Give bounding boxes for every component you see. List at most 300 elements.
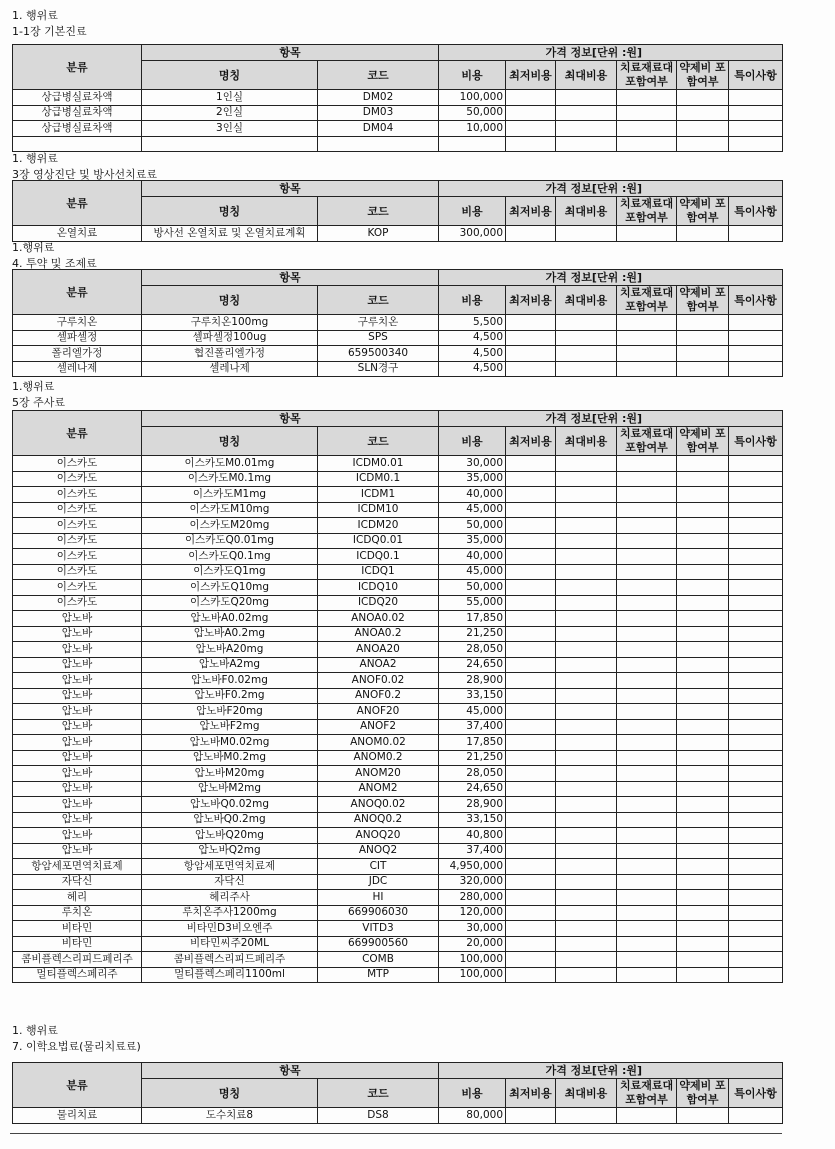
cell-group: 이스카도 [13, 502, 142, 518]
cell-cost: 20,000 [439, 936, 506, 952]
header-max-cost: 최대비용 [556, 61, 617, 90]
fee-table [12, 44, 783, 152]
cell-min-cost [506, 136, 556, 152]
cell-group: 압노바 [13, 642, 142, 658]
cell-group: 이스카도 [13, 533, 142, 549]
table-row [13, 750, 783, 766]
cell-drug-included [677, 859, 729, 875]
cell-drug-included [677, 121, 729, 137]
table-row [13, 936, 783, 952]
cell-max-cost [556, 843, 617, 859]
cell-drug-included [677, 781, 729, 797]
cell-min-cost [506, 502, 556, 518]
cell-name: 1인실 [142, 90, 318, 106]
cell-material-included [617, 890, 677, 906]
cell-cost: 80,000 [439, 1108, 506, 1124]
cell-code: DM02 [318, 90, 439, 106]
cell-code: 669906030 [318, 905, 439, 921]
fee-table [12, 410, 783, 983]
cell-drug-included [677, 330, 729, 346]
cell-group: 콤비플렉스리피드페리주 [13, 952, 142, 968]
cell-drug-included [677, 90, 729, 106]
cell-note [729, 719, 783, 735]
cell-name: 비타민씨주20ML [142, 936, 318, 952]
cell-group: 멀티플렉스페리주 [13, 967, 142, 983]
cell-cost: 280,000 [439, 890, 506, 906]
cell-name: 2인실 [142, 105, 318, 121]
cell-name: 자닥신 [142, 874, 318, 890]
table-row [13, 580, 783, 596]
cell-min-cost [506, 688, 556, 704]
cell-group: 셀파셀정 [13, 330, 142, 346]
cell-code: KOP [318, 226, 439, 242]
header-material-included: 치료재료대 포함여부 [617, 286, 677, 315]
cell-drug-included [677, 843, 729, 859]
cell-note [729, 812, 783, 828]
cell-max-cost [556, 226, 617, 242]
cell-material-included [617, 967, 677, 983]
header-code: 코드 [318, 1079, 439, 1108]
cell-cost: 40,000 [439, 487, 506, 503]
cell-group: 루치온 [13, 905, 142, 921]
cell-max-cost [556, 330, 617, 346]
cell-group: 압노바 [13, 828, 142, 844]
header-note: 특이사항 [729, 197, 783, 226]
header-item: 항목 [142, 1063, 439, 1079]
cell-max-cost [556, 502, 617, 518]
cell-min-cost [506, 890, 556, 906]
table-row [13, 471, 783, 487]
cell-max-cost [556, 766, 617, 782]
cell-code: ICDQ1 [318, 564, 439, 580]
cell-name: 헤리주사 [142, 890, 318, 906]
cell-cost: 21,250 [439, 626, 506, 642]
cell-note [729, 595, 783, 611]
cell-note [729, 781, 783, 797]
cell-group: 이스카도 [13, 471, 142, 487]
table-row [13, 704, 783, 720]
cell-material-included [617, 595, 677, 611]
table-row [13, 121, 783, 137]
header-group: 분류 [13, 1063, 142, 1108]
cell-name: 이스카도Q1mg [142, 564, 318, 580]
cell-code: DS8 [318, 1108, 439, 1124]
cell-material-included [617, 580, 677, 596]
cell-material-included [617, 781, 677, 797]
table-row [13, 828, 783, 844]
cell-code: ANOF20 [318, 704, 439, 720]
cell-cost: 33,150 [439, 688, 506, 704]
header-name: 명칭 [142, 1079, 318, 1108]
cell-group: 온열치료 [13, 226, 142, 242]
cell-code: ICDQ10 [318, 580, 439, 596]
cell-name: 압노바F0.02mg [142, 673, 318, 689]
cell-note [729, 105, 783, 121]
cell-cost: 30,000 [439, 456, 506, 472]
cell-code: ANOA0.2 [318, 626, 439, 642]
cell-drug-included [677, 797, 729, 813]
section-chapter: 4. 투약 및 조제료 [12, 257, 97, 270]
cell-name: 압노바A20mg [142, 642, 318, 658]
cell-drug-included [677, 936, 729, 952]
cell-cost: 35,000 [439, 471, 506, 487]
fee-table [12, 269, 783, 377]
cell-name: 이스카도Q0.1mg [142, 549, 318, 565]
cell-group: 물리치료 [13, 1108, 142, 1124]
cell-min-cost [506, 471, 556, 487]
header-drug-included: 약제비 포함여부 [677, 427, 729, 456]
header-group: 분류 [13, 411, 142, 456]
cell-drug-included [677, 136, 729, 152]
cell-code: ANOM0.2 [318, 750, 439, 766]
cell-note [729, 502, 783, 518]
cell-min-cost [506, 330, 556, 346]
cell-material-included [617, 315, 677, 331]
cell-cost: 4,500 [439, 330, 506, 346]
cell-code: COMB [318, 952, 439, 968]
cell-min-cost [506, 580, 556, 596]
cell-note [729, 750, 783, 766]
cell-drug-included [677, 874, 729, 890]
cell-cost: 50,000 [439, 580, 506, 596]
header-max-cost: 최대비용 [556, 1079, 617, 1108]
fee-table [12, 1062, 783, 1124]
table-row [13, 874, 783, 890]
cell-group: 셀레나제 [13, 361, 142, 377]
header-max-cost: 최대비용 [556, 427, 617, 456]
table-row [13, 719, 783, 735]
cell-material-included [617, 905, 677, 921]
cell-max-cost [556, 518, 617, 534]
cell-code: MTP [318, 967, 439, 983]
cell-drug-included [677, 766, 729, 782]
header-item: 항목 [142, 45, 439, 61]
cell-min-cost [506, 828, 556, 844]
table-row [13, 564, 783, 580]
cell-note [729, 797, 783, 813]
header-group: 분류 [13, 181, 142, 226]
table-row [13, 890, 783, 906]
cell-max-cost [556, 549, 617, 565]
header-name: 명칭 [142, 286, 318, 315]
table-row [13, 843, 783, 859]
cell-name: 이스카도M0.1mg [142, 471, 318, 487]
table-row [13, 315, 783, 331]
cell-material-included [617, 626, 677, 642]
cell-cost: 50,000 [439, 518, 506, 534]
cell-cost: 45,000 [439, 704, 506, 720]
cell-group: 압노바 [13, 812, 142, 828]
cell-note [729, 90, 783, 106]
header-name: 명칭 [142, 197, 318, 226]
cell-cost: 45,000 [439, 564, 506, 580]
cell-max-cost [556, 967, 617, 983]
header-group: 분류 [13, 45, 142, 90]
cell-group: 상급병실료차액 [13, 90, 142, 106]
cell-drug-included [677, 812, 729, 828]
cell-name: 콤비플렉스리피드페리주 [142, 952, 318, 968]
header-material-included: 치료재료대 포함여부 [617, 61, 677, 90]
cell-group: 압노바 [13, 766, 142, 782]
cell-material-included [617, 564, 677, 580]
cell-drug-included [677, 105, 729, 121]
cell-min-cost [506, 1108, 556, 1124]
header-price-info: 가격 정보[단위 :원] [439, 45, 783, 61]
cell-code: ANOM2 [318, 781, 439, 797]
cell-material-included [617, 797, 677, 813]
cell-code: ICDQ0.1 [318, 549, 439, 565]
cell-cost: 5,500 [439, 315, 506, 331]
cell-name: 이스카도Q10mg [142, 580, 318, 596]
cell-drug-included [677, 828, 729, 844]
cell-name: 셀레나제 [142, 361, 318, 377]
cell-group [13, 136, 142, 152]
cell-group: 자닥신 [13, 874, 142, 890]
cell-note [729, 549, 783, 565]
cell-name: 루치온주사1200mg [142, 905, 318, 921]
cell-min-cost [506, 766, 556, 782]
cell-name: 3인실 [142, 121, 318, 137]
cell-name: 셀파셀정100ug [142, 330, 318, 346]
header-price-info: 가격 정보[단위 :원] [439, 411, 783, 427]
cell-drug-included [677, 533, 729, 549]
cell-note [729, 967, 783, 983]
cell-drug-included [677, 921, 729, 937]
header-note: 특이사항 [729, 286, 783, 315]
cell-cost: 24,650 [439, 657, 506, 673]
section-category: 1.행위료 [12, 380, 55, 393]
cell-group: 이스카도 [13, 595, 142, 611]
cell-max-cost [556, 719, 617, 735]
cell-group: 압노바 [13, 688, 142, 704]
cell-material-included [617, 874, 677, 890]
header-price-info: 가격 정보[단위 :원] [439, 1063, 783, 1079]
section-category: 1. 행위료 [12, 1024, 58, 1037]
table-row [13, 781, 783, 797]
cell-drug-included [677, 564, 729, 580]
cell-material-included [617, 921, 677, 937]
cell-code: ANOA20 [318, 642, 439, 658]
header-min-cost: 최저비용 [506, 286, 556, 315]
cell-drug-included [677, 657, 729, 673]
cell-material-included [617, 346, 677, 362]
header-cost: 비용 [439, 286, 506, 315]
section-chapter: 1-1장 기본진료 [12, 25, 87, 38]
cell-drug-included [677, 315, 729, 331]
cell-cost: 17,850 [439, 735, 506, 751]
cell-max-cost [556, 905, 617, 921]
cell-note [729, 518, 783, 534]
table-row [13, 905, 783, 921]
cell-max-cost [556, 921, 617, 937]
cell-name: 압노바F2mg [142, 719, 318, 735]
cell-group: 이스카도 [13, 487, 142, 503]
cell-material-included [617, 611, 677, 627]
table-row [13, 595, 783, 611]
cell-group: 압노바 [13, 719, 142, 735]
header-material-included: 치료재료대 포함여부 [617, 197, 677, 226]
cell-material-included [617, 330, 677, 346]
table-row [13, 967, 783, 983]
cell-max-cost [556, 657, 617, 673]
cell-note [729, 673, 783, 689]
cell-code: ICDQ0.01 [318, 533, 439, 549]
cell-note [729, 226, 783, 242]
table-row [13, 330, 783, 346]
table-row [13, 673, 783, 689]
cell-max-cost [556, 874, 617, 890]
header-code: 코드 [318, 197, 439, 226]
cell-material-included [617, 549, 677, 565]
cell-group: 이스카도 [13, 549, 142, 565]
header-code: 코드 [318, 427, 439, 456]
cell-cost: 37,400 [439, 719, 506, 735]
cell-cost: 17,850 [439, 611, 506, 627]
cell-min-cost [506, 361, 556, 377]
cell-max-cost [556, 812, 617, 828]
cell-min-cost [506, 487, 556, 503]
cell-min-cost [506, 549, 556, 565]
header-item: 항목 [142, 411, 439, 427]
cell-group: 압노바 [13, 657, 142, 673]
header-note: 특이사항 [729, 61, 783, 90]
cell-note [729, 642, 783, 658]
cell-min-cost [506, 905, 556, 921]
cell-code: ICDM1 [318, 487, 439, 503]
cell-group: 압노바 [13, 673, 142, 689]
cell-material-included [617, 105, 677, 121]
cell-min-cost [506, 533, 556, 549]
header-material-included: 치료재료대 포함여부 [617, 427, 677, 456]
cell-note [729, 704, 783, 720]
cell-name: 이스카도M1mg [142, 487, 318, 503]
cell-drug-included [677, 719, 729, 735]
cell-material-included [617, 812, 677, 828]
cell-cost: 24,650 [439, 781, 506, 797]
cell-cost: 28,050 [439, 766, 506, 782]
cell-cost: 45,000 [439, 502, 506, 518]
header-drug-included: 약제비 포함여부 [677, 61, 729, 90]
cell-name: 압노바M20mg [142, 766, 318, 782]
table-row [13, 487, 783, 503]
cell-note [729, 580, 783, 596]
header-price-info: 가격 정보[단위 :원] [439, 181, 783, 197]
cell-note [729, 688, 783, 704]
cell-material-included [617, 859, 677, 875]
cell-cost: 4,500 [439, 361, 506, 377]
cell-name: 비타민D3비오엔주 [142, 921, 318, 937]
header-max-cost: 최대비용 [556, 197, 617, 226]
cell-note [729, 735, 783, 751]
cell-name: 항암세포면역치료제 [142, 859, 318, 875]
cell-name: 압노바F20mg [142, 704, 318, 720]
cell-material-included [617, 719, 677, 735]
cell-max-cost [556, 105, 617, 121]
cell-note [729, 564, 783, 580]
cell-material-included [617, 518, 677, 534]
cell-name: 압노바M0.02mg [142, 735, 318, 751]
cell-cost: 10,000 [439, 121, 506, 137]
table-row [13, 1108, 783, 1124]
cell-name: 압노바Q2mg [142, 843, 318, 859]
cell-material-included [617, 121, 677, 137]
cell-drug-included [677, 704, 729, 720]
cell-min-cost [506, 226, 556, 242]
cell-group: 상급병실료차액 [13, 105, 142, 121]
cell-max-cost [556, 580, 617, 596]
cell-max-cost [556, 735, 617, 751]
cell-max-cost [556, 859, 617, 875]
cell-max-cost [556, 936, 617, 952]
cell-name: 압노바Q0.2mg [142, 812, 318, 828]
cell-max-cost [556, 595, 617, 611]
cell-note [729, 890, 783, 906]
cell-material-included [617, 487, 677, 503]
cell-cost [439, 136, 506, 152]
header-min-cost: 최저비용 [506, 61, 556, 90]
cell-name: 압노바M0.2mg [142, 750, 318, 766]
cell-name: 압노바Q20mg [142, 828, 318, 844]
header-item: 항목 [142, 270, 439, 286]
header-note: 특이사항 [729, 427, 783, 456]
cell-note [729, 843, 783, 859]
table-row [13, 657, 783, 673]
cell-material-included [617, 502, 677, 518]
cell-note [729, 456, 783, 472]
cell-material-included [617, 456, 677, 472]
cell-cost: 28,900 [439, 797, 506, 813]
cell-code: HI [318, 890, 439, 906]
cell-max-cost [556, 471, 617, 487]
cell-drug-included [677, 456, 729, 472]
cell-material-included [617, 704, 677, 720]
table-row [13, 952, 783, 968]
cell-material-included [617, 843, 677, 859]
cell-code: ANOM0.02 [318, 735, 439, 751]
header-max-cost: 최대비용 [556, 286, 617, 315]
cell-code: ANOQ0.2 [318, 812, 439, 828]
cell-group: 압노바 [13, 750, 142, 766]
cell-group: 압노바 [13, 843, 142, 859]
cell-cost: 40,800 [439, 828, 506, 844]
cell-cost: 100,000 [439, 967, 506, 983]
cell-min-cost [506, 673, 556, 689]
header-group: 분류 [13, 270, 142, 315]
cell-code: ANOQ20 [318, 828, 439, 844]
cell-max-cost [556, 750, 617, 766]
cell-max-cost [556, 136, 617, 152]
cell-max-cost [556, 564, 617, 580]
cell-drug-included [677, 750, 729, 766]
cell-code: CIT [318, 859, 439, 875]
cell-max-cost [556, 781, 617, 797]
table-row [13, 626, 783, 642]
cell-max-cost [556, 704, 617, 720]
cell-group: 압노바 [13, 797, 142, 813]
cell-cost: 28,050 [439, 642, 506, 658]
cell-group: 항암세포면역치료제 [13, 859, 142, 875]
cell-code: 669900560 [318, 936, 439, 952]
cell-group: 이스카도 [13, 518, 142, 534]
table-row [13, 456, 783, 472]
section-category: 1.행위료 [12, 241, 55, 254]
cell-note [729, 952, 783, 968]
cell-note [729, 626, 783, 642]
cell-drug-included [677, 642, 729, 658]
page-bottom-rule [10, 1133, 782, 1134]
cell-material-included [617, 936, 677, 952]
header-name: 명칭 [142, 61, 318, 90]
